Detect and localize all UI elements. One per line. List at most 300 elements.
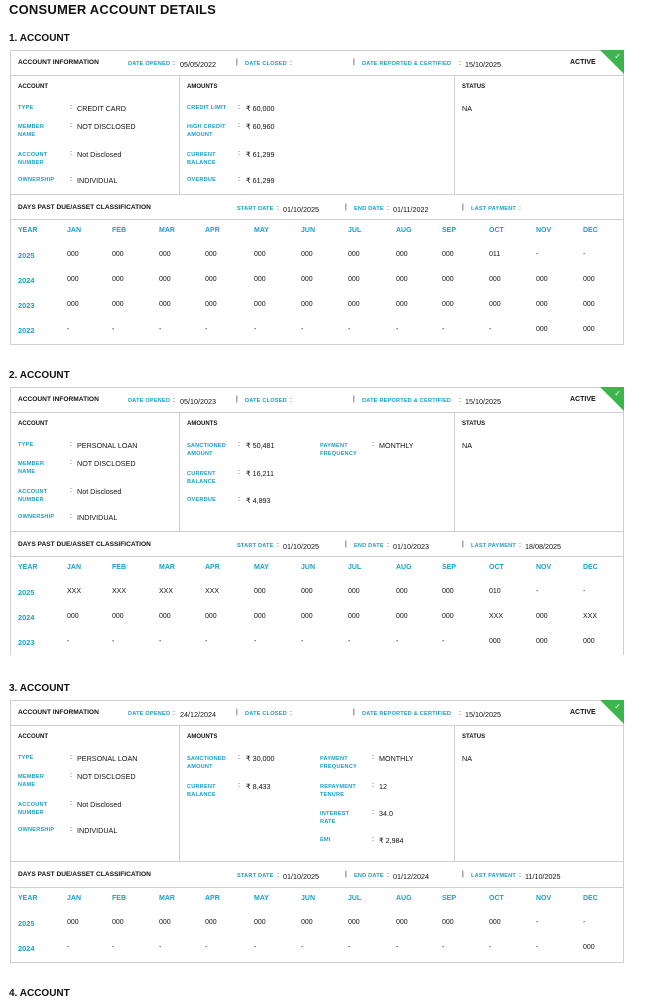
account-number-value: Not Disclosed (77, 800, 122, 809)
divider: | (353, 396, 355, 403)
dpd-cell: 000 (442, 919, 454, 926)
dpd-title: DAYS PAST DUE/ASSET CLASSIFICATION (18, 204, 151, 211)
overdue-value: ₹ 4,893 (246, 496, 271, 505)
dpd-cell: 000 (442, 251, 454, 258)
dpd-cell: 000 (301, 919, 313, 926)
colon: : (70, 104, 72, 111)
last-payment-label: LAST PAYMENT (471, 206, 516, 212)
dpd-cell: - (583, 919, 586, 926)
ownership-label: OWNERSHIP (18, 514, 55, 520)
dpd-cell: - (159, 638, 162, 645)
dpd-cell: 000 (583, 326, 595, 333)
date-reported-value: 15/10/2025 (465, 710, 501, 719)
colon: : (459, 60, 461, 67)
account-information-label: ACCOUNT INFORMATION (18, 59, 99, 66)
page-title: CONSUMER ACCOUNT DETAILS (9, 2, 217, 17)
repayment-tenure-value: 12 (379, 782, 387, 791)
colon: : (70, 441, 72, 448)
type-value: PERSONAL LOAN (77, 441, 138, 450)
last-payment-value: 18/08/2025 (525, 542, 561, 551)
divider: | (345, 871, 347, 878)
dpd-cell: - (396, 944, 399, 951)
dpd-cell: XXX (583, 613, 598, 620)
date-reported-label: DATE REPORTED & CERTIFIED (362, 711, 452, 717)
dpd-cell: 000 (396, 276, 408, 283)
dpd-cell: 000 (348, 251, 360, 258)
active-status-badge: ACTIVE (570, 396, 596, 403)
dpd-cell: - (159, 944, 162, 951)
dpd-cell: 000 (254, 276, 266, 283)
colon: : (372, 754, 374, 761)
dpd-month-header: JUN (301, 895, 316, 902)
colon: : (519, 205, 521, 212)
end-date-value: 01/10/2023 (393, 542, 429, 551)
colon: : (70, 176, 72, 183)
account-2-heading: 2. ACCOUNT (9, 370, 70, 381)
dpd-cell: 000 (67, 276, 79, 283)
dpd-cell: - (536, 588, 539, 595)
start-date-value: 01/10/2025 (283, 542, 319, 551)
divider: | (462, 541, 464, 548)
date-opened-label: DATE OPENED (128, 711, 171, 717)
active-status-badge: ACTIVE (570, 709, 596, 716)
status-value: NA (462, 754, 472, 763)
dpd-cell: 000 (536, 613, 548, 620)
start-date-label: START DATE (237, 873, 274, 879)
account-3-heading: 3. ACCOUNT (9, 683, 70, 694)
divider: | (345, 541, 347, 548)
dpd-cell: 000 (583, 638, 595, 645)
dpd-cell: - (301, 638, 304, 645)
dpd-cell: 000 (112, 613, 124, 620)
dpd-cell: 000 (112, 276, 124, 283)
end-date-label: END DATE (354, 873, 384, 879)
date-reported-label: DATE REPORTED & CERTIFIED (362, 398, 452, 404)
amounts-section-label: AMOUNTS (187, 734, 218, 740)
dpd-row-year: 2024 (18, 276, 35, 285)
status-section-label: STATUS (462, 421, 486, 427)
current-balance-value: ₹ 61,299 (246, 150, 275, 159)
dpd-month-header: OCT (489, 895, 504, 902)
dpd-month-header: JAN (67, 227, 82, 234)
dpd-month-header: JUN (301, 564, 316, 571)
type-label: TYPE (18, 442, 34, 448)
dpd-cell: 000 (536, 301, 548, 308)
colon: : (387, 872, 389, 879)
current-balance-value: ₹ 16,211 (246, 469, 275, 478)
dpd-cell: 000 (489, 638, 501, 645)
dpd-cell: 000 (583, 301, 595, 308)
dpd-cell: 000 (112, 301, 124, 308)
sanctioned-amount-label: SANCTIONED AMOUNT (187, 756, 226, 770)
start-date-value: 01/10/2025 (283, 205, 319, 214)
end-date-label: END DATE (354, 206, 384, 212)
dpd-cell: - (159, 326, 162, 333)
account-2-card (10, 387, 624, 655)
divider: | (462, 204, 464, 211)
dpd-month-header: AUG (396, 895, 412, 902)
dpd-cell: 000 (205, 251, 217, 258)
dpd-cell: 000 (536, 276, 548, 283)
colon: : (459, 710, 461, 717)
dpd-cell: - (536, 251, 539, 258)
colon: : (238, 496, 240, 503)
dpd-row-year: 2023 (18, 301, 35, 310)
dpd-cell: - (583, 588, 586, 595)
dpd-cell: 000 (159, 613, 171, 620)
date-closed-label: DATE CLOSED (245, 398, 287, 404)
dpd-row-year: 2022 (18, 326, 35, 335)
dpd-cell: - (442, 944, 445, 951)
dpd-cell: 000 (396, 251, 408, 258)
dpd-month-header: JAN (67, 564, 82, 571)
account-information-label: ACCOUNT INFORMATION (18, 709, 99, 716)
dpd-month-header: OCT (489, 564, 504, 571)
payment-frequency-label: PAYMENT FREQUENCY (320, 443, 357, 457)
high-credit-amount-value: ₹ 60,960 (246, 122, 275, 131)
dpd-month-header: JAN (67, 895, 82, 902)
dpd-month-header: OCT (489, 227, 504, 234)
dpd-cell: - (112, 944, 115, 951)
ownership-label: OWNERSHIP (18, 827, 55, 833)
dpd-cell: - (205, 638, 208, 645)
colon: : (70, 122, 72, 129)
dpd-row-year: 2024 (18, 944, 35, 953)
colon: : (238, 754, 240, 761)
dpd-cell: 010 (489, 588, 501, 595)
date-reported-value: 15/10/2025 (465, 397, 501, 406)
dpd-cell: XXX (205, 588, 220, 595)
dpd-cell: - (301, 944, 304, 951)
divider: | (353, 59, 355, 66)
dpd-cell: - (583, 251, 586, 258)
dpd-month-header: SEP (442, 564, 457, 571)
divider: | (236, 59, 238, 66)
dpd-month-header: DEC (583, 227, 598, 234)
dpd-row-year: 2025 (18, 588, 35, 597)
colon: : (238, 441, 240, 448)
dpd-cell: XXX (67, 588, 82, 595)
ownership-label: OWNERSHIP (18, 177, 55, 183)
dpd-cell: 000 (205, 613, 217, 620)
dpd-cell: 000 (205, 276, 217, 283)
dpd-cell: 000 (442, 613, 454, 620)
dpd-cell: - (112, 638, 115, 645)
amounts-section-label: AMOUNTS (187, 84, 218, 90)
colon: : (173, 397, 175, 404)
start-date-label: START DATE (237, 206, 274, 212)
dpd-cell: - (396, 326, 399, 333)
colon: : (238, 176, 240, 183)
dpd-cell: 000 (112, 251, 124, 258)
dpd-cell: - (67, 944, 70, 951)
dpd-cell: - (536, 919, 539, 926)
date-opened-label: DATE OPENED (128, 398, 171, 404)
dpd-row-year: 2025 (18, 251, 35, 260)
current-balance-label: CURRENT BALANCE (187, 471, 216, 485)
member-name-label: MEMBER NAME (18, 461, 45, 475)
current-balance-label: CURRENT BALANCE (187, 152, 216, 166)
dpd-month-header: JUL (348, 564, 362, 571)
date-closed-label: DATE CLOSED (245, 61, 287, 67)
dpd-cell: - (205, 326, 208, 333)
dpd-month-header: DEC (583, 564, 598, 571)
dpd-cell: 000 (301, 301, 313, 308)
colon: : (238, 782, 240, 789)
last-payment-label: LAST PAYMENT (471, 873, 516, 879)
dpd-cell: 000 (442, 276, 454, 283)
dpd-cell: - (489, 326, 492, 333)
colon: : (70, 513, 72, 520)
colon: : (238, 104, 240, 111)
dpd-cell: 000 (348, 613, 360, 620)
dpd-cell: 000 (396, 919, 408, 926)
dpd-row-year: 2024 (18, 613, 35, 622)
start-date-label: START DATE (237, 543, 274, 549)
account-information-label: ACCOUNT INFORMATION (18, 396, 99, 403)
ownership-value: INDIVIDUAL (77, 826, 118, 835)
dpd-cell: 000 (301, 613, 313, 620)
colon: : (387, 542, 389, 549)
dpd-cell: - (536, 944, 539, 951)
start-date-value: 01/10/2025 (283, 872, 319, 881)
dpd-cell: 000 (396, 613, 408, 620)
dpd-cell: 000 (536, 326, 548, 333)
colon: : (290, 710, 292, 717)
check-icon: ✓ (614, 702, 621, 711)
colon: : (173, 710, 175, 717)
dpd-cell: 000 (396, 301, 408, 308)
credit-limit-label: CREDIT LIMIT (187, 105, 227, 111)
dpd-cell: - (254, 944, 257, 951)
colon: : (70, 150, 72, 157)
colon: : (173, 60, 175, 67)
dpd-cell: 000 (583, 276, 595, 283)
emi-label: EMI (320, 837, 331, 843)
amounts-section-label: AMOUNTS (187, 421, 218, 427)
colon: : (372, 441, 374, 448)
colon: : (70, 826, 72, 833)
dpd-cell: 000 (348, 276, 360, 283)
dpd-cell: - (254, 638, 257, 645)
account-1-heading: 1. ACCOUNT (9, 33, 70, 44)
dpd-month-header: MAR (159, 564, 175, 571)
dpd-cell: 000 (301, 251, 313, 258)
date-closed-label: DATE CLOSED (245, 711, 287, 717)
dpd-month-header: FEB (112, 227, 126, 234)
dpd-cell: 000 (254, 301, 266, 308)
dpd-cell: - (348, 326, 351, 333)
member-name-value: NOT DISCLOSED (77, 122, 136, 131)
dpd-month-header: SEP (442, 227, 457, 234)
dpd-cell: 000 (489, 919, 501, 926)
dpd-cell: 000 (159, 919, 171, 926)
member-name-label: MEMBER NAME (18, 774, 45, 788)
dpd-cell: 000 (348, 301, 360, 308)
check-icon: ✓ (614, 52, 621, 61)
dpd-cell: 000 (489, 276, 501, 283)
status-section-label: STATUS (462, 84, 486, 90)
date-reported-label: DATE REPORTED & CERTIFIED (362, 61, 452, 67)
type-label: TYPE (18, 105, 34, 111)
dpd-month-header: MAR (159, 895, 175, 902)
dpd-cell: 000 (67, 301, 79, 308)
date-reported-value: 15/10/2025 (465, 60, 501, 69)
dpd-cell: 000 (254, 251, 266, 258)
dpd-year-header: YEAR (18, 564, 38, 571)
account-3-card (10, 700, 624, 963)
dpd-month-header: FEB (112, 564, 126, 571)
dpd-cell: 000 (301, 276, 313, 283)
last-payment-value: 11/10/2025 (525, 872, 561, 881)
type-value: PERSONAL LOAN (77, 754, 138, 763)
type-value: CREDIT CARD (77, 104, 126, 113)
colon: : (459, 397, 461, 404)
repayment-tenure-label: REPAYMENT TENURE (320, 784, 356, 798)
dpd-cell: 000 (112, 919, 124, 926)
dpd-row-year: 2025 (18, 919, 35, 928)
date-opened-label: DATE OPENED (128, 61, 171, 67)
dpd-cell: 000 (254, 613, 266, 620)
member-name-label: MEMBER NAME (18, 124, 45, 138)
dpd-month-header: APR (205, 227, 220, 234)
overdue-label: OVERDUE (187, 177, 217, 183)
dpd-month-header: NOV (536, 227, 552, 234)
end-date-value: 01/11/2022 (393, 205, 429, 214)
dpd-month-header: MAY (254, 564, 269, 571)
overdue-label: OVERDUE (187, 497, 217, 503)
colon: : (372, 809, 374, 816)
dpd-cell: - (112, 326, 115, 333)
colon: : (519, 872, 521, 879)
overdue-value: ₹ 61,299 (246, 176, 275, 185)
dpd-cell: 000 (67, 251, 79, 258)
dpd-cell: - (348, 638, 351, 645)
dpd-year-header: YEAR (18, 895, 38, 902)
divider: | (462, 871, 464, 878)
active-status-badge: ACTIVE (570, 59, 596, 66)
dpd-cell: 000 (205, 301, 217, 308)
member-name-value: NOT DISCLOSED (77, 459, 136, 468)
dpd-row-year: 2023 (18, 638, 35, 647)
account-number-value: Not Disclosed (77, 150, 122, 159)
account-number-label: ACCOUNT NUMBER (18, 489, 48, 503)
dpd-cell: 000 (254, 588, 266, 595)
colon: : (290, 397, 292, 404)
dpd-cell: - (442, 638, 445, 645)
date-opened-value: 24/12/2024 (180, 710, 216, 719)
sanctioned-amount-value: ₹ 30,000 (246, 754, 275, 763)
current-balance-value: ₹ 8,433 (246, 782, 271, 791)
dpd-month-header: MAY (254, 227, 269, 234)
status-value: NA (462, 104, 472, 113)
dpd-cell: - (67, 638, 70, 645)
colon: : (70, 487, 72, 494)
interest-rate-label: INTEREST RATE (320, 811, 350, 825)
type-label: TYPE (18, 755, 34, 761)
colon: : (372, 836, 374, 843)
dpd-cell: XXX (159, 588, 174, 595)
account-section-label: ACCOUNT (18, 84, 48, 90)
colon: : (70, 772, 72, 779)
dpd-cell: 000 (348, 919, 360, 926)
dpd-month-header: APR (205, 564, 220, 571)
colon: : (290, 60, 292, 67)
dpd-year-header: YEAR (18, 227, 38, 234)
dpd-cell: 000 (205, 919, 217, 926)
colon: : (277, 542, 279, 549)
dpd-cell: - (442, 326, 445, 333)
dpd-cell: - (254, 326, 257, 333)
member-name-value: NOT DISCLOSED (77, 772, 136, 781)
dpd-cell: 011 (489, 251, 501, 258)
dpd-title: DAYS PAST DUE/ASSET CLASSIFICATION (18, 871, 151, 878)
dpd-cell: XXX (112, 588, 127, 595)
ownership-value: INDIVIDUAL (77, 176, 118, 185)
dpd-month-header: MAY (254, 895, 269, 902)
colon: : (238, 469, 240, 476)
dpd-cell: 000 (159, 301, 171, 308)
interest-rate-value: 34.0 (379, 809, 393, 818)
colon: : (70, 754, 72, 761)
dpd-cell: 000 (67, 919, 79, 926)
dpd-cell: 000 (489, 301, 501, 308)
ownership-value: INDIVIDUAL (77, 513, 118, 522)
dpd-cell: 000 (583, 944, 595, 951)
account-1-card (10, 50, 624, 345)
dpd-cell: 000 (396, 588, 408, 595)
dpd-month-header: SEP (442, 895, 457, 902)
dpd-cell: - (205, 944, 208, 951)
status-section-label: STATUS (462, 734, 486, 740)
dpd-cell: 000 (536, 638, 548, 645)
end-date-value: 01/12/2024 (393, 872, 429, 881)
credit-limit-value: ₹ 60,000 (246, 104, 275, 113)
dpd-month-header: FEB (112, 895, 126, 902)
colon: : (238, 150, 240, 157)
divider: | (236, 709, 238, 716)
dpd-cell: - (348, 944, 351, 951)
dpd-cell: 000 (301, 588, 313, 595)
high-credit-amount-label: HIGH CREDIT AMOUNT (187, 124, 226, 138)
payment-frequency-value: MONTHLY (379, 754, 414, 763)
divider: | (236, 396, 238, 403)
colon: : (277, 205, 279, 212)
dpd-month-header: JUN (301, 227, 316, 234)
end-date-label: END DATE (354, 543, 384, 549)
dpd-cell: XXX (489, 613, 504, 620)
dpd-month-header: AUG (396, 564, 412, 571)
dpd-month-header: APR (205, 895, 220, 902)
current-balance-label: CURRENT BALANCE (187, 784, 216, 798)
payment-frequency-label: PAYMENT FREQUENCY (320, 756, 357, 770)
colon: : (387, 205, 389, 212)
dpd-cell: - (396, 638, 399, 645)
dpd-month-header: MAR (159, 227, 175, 234)
account-number-label: ACCOUNT NUMBER (18, 152, 48, 166)
colon: : (372, 782, 374, 789)
dpd-cell: 000 (254, 919, 266, 926)
date-opened-value: 05/10/2023 (180, 397, 216, 406)
dpd-cell: 000 (442, 301, 454, 308)
dpd-title: DAYS PAST DUE/ASSET CLASSIFICATION (18, 541, 151, 548)
divider: | (345, 204, 347, 211)
dpd-cell: 000 (67, 613, 79, 620)
dpd-cell: 000 (442, 588, 454, 595)
dpd-cell: - (489, 944, 492, 951)
account-4-heading: 4. ACCOUNT (9, 988, 70, 999)
emi-value: ₹ 2,984 (379, 836, 404, 845)
